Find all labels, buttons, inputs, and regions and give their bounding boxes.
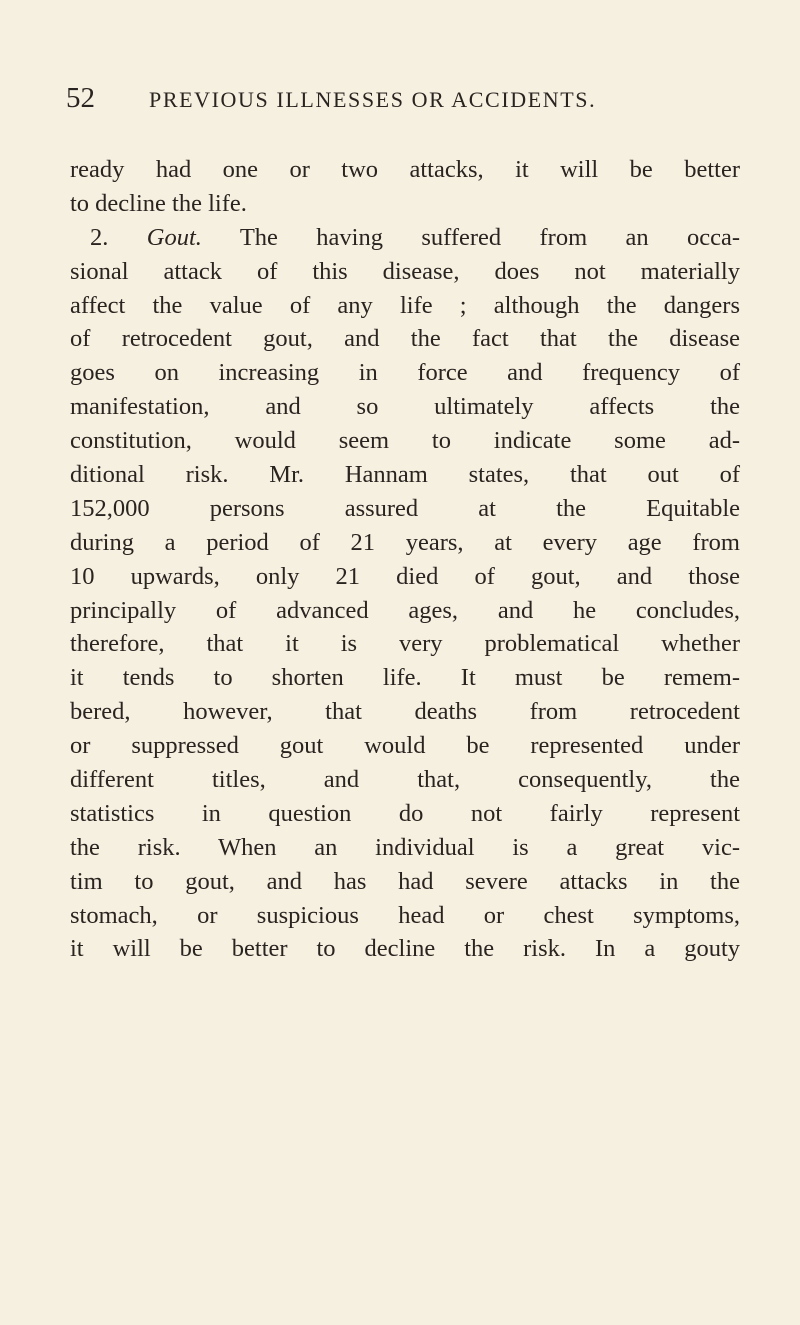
- text-line: it will be better to decline the risk. In a gouty: [70, 935, 740, 963]
- text-line: it tends to shorten life. It must be remem-: [70, 664, 740, 692]
- text-line: therefore, that it is very problematical whether: [70, 630, 740, 658]
- text-line: goes on increasing in force and frequency of: [70, 359, 740, 387]
- text-line: ready had one or two attacks, it will be better: [70, 156, 740, 183]
- text-line: constitution, would seem to indicate some ad-: [70, 427, 740, 455]
- text-line: or suppressed gout would be represented under: [70, 732, 740, 760]
- running-head-title: PREVIOUS ILLNESSES OR ACCIDENTS.: [149, 87, 597, 112]
- text-line: ditional risk. Mr. Hannam states, that out of: [70, 461, 740, 489]
- section-heading-gout: Gout.: [146, 223, 202, 251]
- text-line: stomach, or suspicious head or chest symptoms,: [70, 901, 740, 929]
- text-line-section-gout: [70, 221, 740, 255]
- text-line-remainder: The having suffered from an occa-: [239, 223, 741, 251]
- text-line: to decline the life.: [70, 189, 247, 217]
- section-number: 2.: [90, 223, 109, 251]
- page-number: 52: [66, 82, 95, 114]
- text-line: different titles, and that, consequently, the: [70, 766, 740, 794]
- text-line: principally of advanced ages, and he concludes,: [70, 596, 740, 624]
- text-line: during a period of 21 years, at every age from: [70, 528, 740, 556]
- text-line: of retrocedent gout, and the fact that the disease: [70, 325, 740, 353]
- text-line: sional attack of this disease, does not materially: [70, 257, 740, 285]
- text-line: 10 upwards, only 21 died of gout, and those: [70, 562, 740, 590]
- text-line: the risk. When an individual is a great vic-: [70, 833, 740, 861]
- text-line: statistics in question do not fairly represent: [70, 799, 740, 827]
- text-line: manifestation, and so ultimately affects the: [70, 393, 740, 421]
- text-line: bered, however, that deaths from retrocedent: [70, 698, 740, 726]
- running-head: [66, 78, 686, 118]
- text-line: tim to gout, and has had severe attacks in the: [70, 867, 740, 895]
- text-line: 152,000 persons assured at the Equitable: [70, 494, 740, 522]
- body-text: [70, 153, 740, 966]
- text-line: affect the value of any life ; although the dangers: [70, 291, 740, 319]
